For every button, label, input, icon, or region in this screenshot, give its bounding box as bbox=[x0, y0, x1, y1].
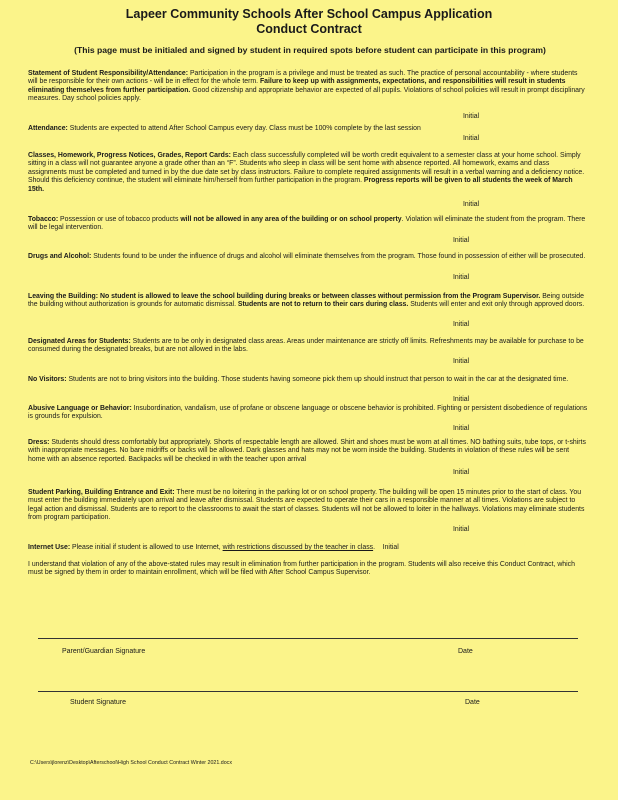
section-heading: Statement of Student Responsibility/Attendance: bbox=[28, 70, 189, 77]
section-tobacco: Tobacco: Possession or use of tobacco products will not be allowed in any area of the building or on school property. Violation will eliminate the student from the program. There will be legal intervention. bbox=[28, 216, 586, 232]
initial-label: Initial bbox=[453, 321, 470, 328]
initial-label: Initial bbox=[453, 274, 470, 281]
section-internet-use: Internet Use: Please initial if student is allowed to use Internet, with restrictions discussed by the teacher in class. Initial bbox=[28, 544, 399, 551]
initial-label: Initial bbox=[463, 201, 480, 208]
student-signature-line[interactable] bbox=[38, 691, 578, 692]
initial-label: Initial bbox=[453, 358, 470, 365]
section-responsibility: Statement of Student Responsibility/Attendance: Participation in the program is a privilege and must be treated as such. The practice of personal accountability - where students will be responsible for their own actions - will be in effect for the whole term. Failure to keep up with assignments, expectations, and responsibilities will result in students eliminating themselves from further participation. Good citizenship and appropriate behavior are expected of all pupils. Violations of school policies will result in prompt disciplinary measures. Day school policies apply. bbox=[28, 70, 585, 103]
footer-file-path: C:\Users\jlorenz\Desktop\Afterschool\High School Conduct Contract Winter 2021.docx bbox=[30, 760, 232, 766]
agreement-statement: I understand that violation of any of the above-stated rules may result in elimination from further participation in the program. Students will also receive this Conduct Contract, which must be signed by them in order to maintain enrollment, which will be filed with After School Campus Supervisor. bbox=[28, 561, 575, 577]
initial-label: Initial bbox=[382, 544, 399, 551]
student-date-label: Date bbox=[465, 699, 480, 706]
parent-signature-line[interactable] bbox=[38, 638, 578, 639]
initial-label: Initial bbox=[463, 135, 480, 142]
subtitle-line: Conduct Contract bbox=[256, 22, 362, 36]
parent-signature-label: Parent/Guardian Signature bbox=[62, 648, 146, 655]
initial-label: Initial bbox=[453, 469, 470, 476]
section-attendance: Attendance: Students are expected to attend After School Campus every day. Class must be 100% complete by the last session bbox=[28, 125, 421, 132]
section-abusive-language: Abusive Language or Behavior: Insubordination, vandalism, use of profane or obscene language or obscene behavior is prohibited. Fighting or persistent disobedience of regulations is grounds for expulsion. bbox=[28, 405, 588, 421]
section-designated-areas: Designated Areas for Students: Students are to be only in designated class areas. Areas under maintenance are strictly off limits. Refreshments may be available for purchase to be consumed during the designated breaks, but are not allowed in the labs. bbox=[28, 338, 584, 354]
initial-label: Initial bbox=[453, 425, 470, 432]
section-leaving-building: Leaving the Building: No student is allowed to leave the school building during breaks or between classes without permission from the Program Supervisor. Being outside the building without authorization is grounds for automatic dismissal. Students are not to return to their cars during class. Students will enter and exit only through approved doors. bbox=[28, 293, 585, 309]
section-parking: Student Parking, Building Entrance and Exit: There must be no loitering in the parking lot or on school property. The building will be open 15 minutes prior to the start of class. You must enter the building immediately upon arrival and leave after dismissal. Students are expected to operate their cars in a responsible manner at all times. Violations are subject to legal action and dismissal. Students are to report to the classrooms to await the start of classes. Students will not be allowed to loiter in the hallways. Violations may eliminate students from program participation. bbox=[28, 489, 585, 522]
student-signature-label: Student Signature bbox=[70, 699, 127, 706]
initial-label: Initial bbox=[453, 396, 470, 403]
initial-label: Initial bbox=[463, 113, 480, 120]
initial-label: Initial bbox=[453, 526, 470, 533]
title-line: Lapeer Community Schools After School Campus Application bbox=[125, 7, 493, 21]
document-title bbox=[0, 7, 618, 37]
section-no-visitors: No Visitors: Students are not to bring visitors into the building. Those students having someone pick them up should instruct that person to wait in the car at the designated time. bbox=[28, 376, 569, 383]
section-dress: Dress: Students should dress comfortably but appropriately. Shorts of respectable length are allowed. Shirt and shoes must be worn at all times. NO bathing suits, tube tops, or t-shirts with inappropriate messages. No bare midriffs or backs will be allowed. Dark glasses and hats may not be worn inside the building. Students in violation of these rules will be sent home with an absence reported. Backpacks will be checked in with the teacher upon arrival bbox=[28, 439, 586, 463]
initial-notice: (This page must be initialed and signed by student in required spots before student can participate in this program) bbox=[74, 45, 546, 55]
parent-date-label: Date bbox=[458, 648, 473, 655]
section-drugs-alcohol: Drugs and Alcohol: Students found to be under the influence of drugs and alcohol will eliminate themselves from the program. Those found in possession of either will be prosecuted. bbox=[28, 253, 586, 260]
initial-label: Initial bbox=[453, 237, 470, 244]
section-classes: Classes, Homework, Progress Notices, Grades, Report Cards: Each class successfully completed will be worth credit equivalent to a semester class at your home school. Simply sitting in a class will not guarantee anyone a grade other than an “F”. Students who sleep in class will be sent home with absence reported. All homework, exams and class assignments must be completed and turned in by the due date set by class instructors. Failure to complete required assignments will result in a verbal warning and a deficiency notice. Should this deficiency continue, the student will eliminate him/herself from further participation in the program. Progress reports will be given to all students the week of March 15th. bbox=[28, 152, 585, 193]
